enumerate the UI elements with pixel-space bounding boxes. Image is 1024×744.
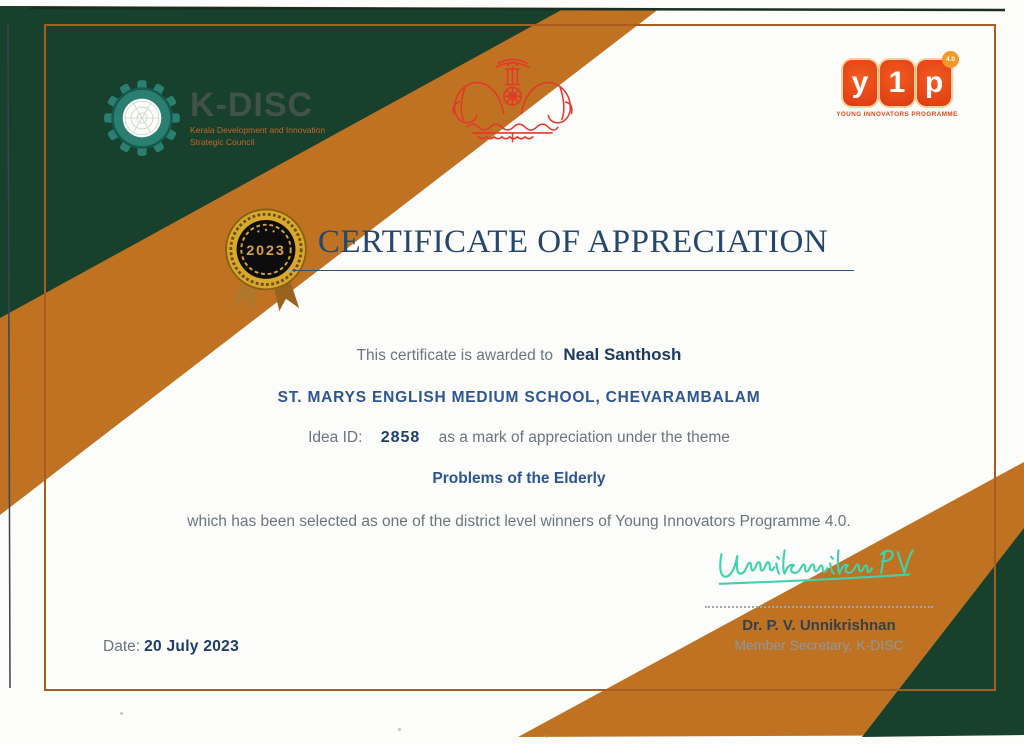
idea-label: Idea ID:	[308, 429, 363, 446]
scan-speck	[545, 735, 548, 738]
yip-tile-p: p	[917, 60, 951, 106]
idea-id-value: 2858	[380, 429, 421, 446]
signer-name: Dr. P. V. Unnikrishnan	[742, 617, 896, 634]
recipient-name: Neal Santhosh	[563, 345, 682, 364]
kdisc-gear-icon	[100, 76, 184, 160]
yip-logo-tiles	[843, 56, 956, 106]
signature-dotted-line	[705, 606, 933, 608]
idea-suffix: as a mark of appreciation under the theme	[438, 429, 730, 446]
kdisc-subtitle-line2: Strategic Council	[190, 136, 255, 147]
kdisc-logo-text	[190, 88, 350, 147]
signature-block	[705, 543, 933, 653]
signer-title: Member Secretary, K-DISC	[734, 637, 904, 653]
yip-tile-1: 1	[880, 60, 914, 106]
scan-speck	[398, 728, 401, 731]
yip-version-badge: 4.0	[942, 51, 959, 68]
yip-logo	[833, 56, 961, 118]
yip-tile-y: y	[843, 60, 877, 106]
kdisc-logo-subtitle	[190, 125, 350, 147]
awarded-line	[14, 345, 1024, 365]
date-value: 20 July 2023	[144, 638, 240, 655]
kdisc-logo	[100, 76, 350, 160]
date-line	[103, 638, 239, 656]
scan-speck	[120, 712, 123, 715]
idea-line	[14, 429, 1024, 447]
kerala-government-emblem-icon	[440, 50, 585, 154]
school-line: ST. MARYS ENGLISH MEDIUM SCHOOL, CHEVARAMBALAM	[277, 389, 761, 406]
selection-line: which has been selected as one of the district level winners of Young Innovators Programme 4.0.	[187, 513, 851, 530]
medal-year: 2023	[246, 243, 286, 260]
awarded-prefix: This certificate is awarded to	[356, 347, 553, 364]
kdisc-logo-name: K-DISC	[190, 86, 314, 125]
certificate-title: CERTIFICATE OF APPRECIATION	[292, 224, 854, 271]
signature-handwriting	[707, 543, 931, 595]
date-label: Date:	[103, 638, 141, 655]
yip-logo-subtitle: YOUNG INNOVATORS PROGRAMME	[836, 111, 958, 118]
kdisc-subtitle-line1: Kerala Development and Innovation	[190, 125, 326, 136]
theme-line: Problems of the Elderly	[432, 470, 606, 487]
